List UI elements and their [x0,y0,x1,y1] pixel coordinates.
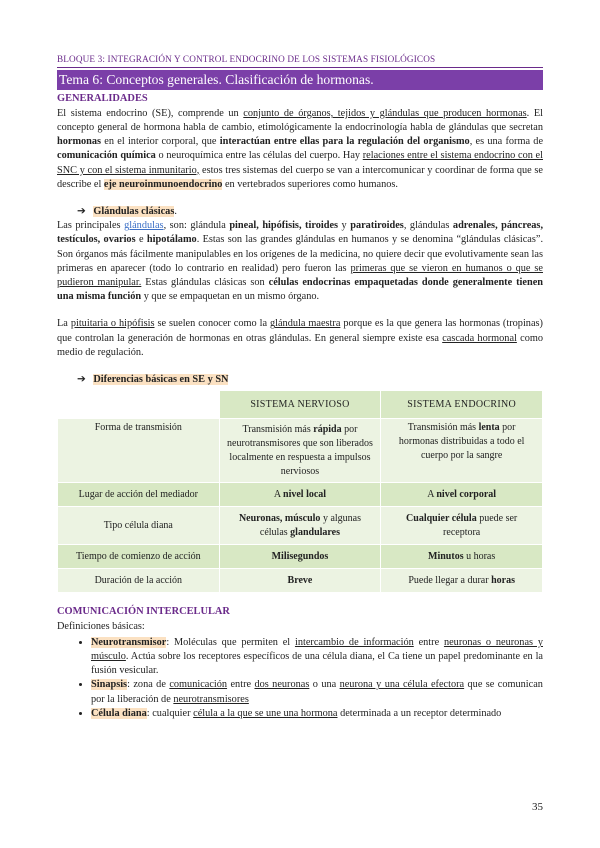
text-run: glandulares [290,526,341,538]
table-cell [381,483,543,507]
list-item [91,678,543,706]
text-run: neuronas o neuronas y músculo [91,636,543,663]
hipofisis-paragraph [57,317,543,360]
term: Célula diana [91,707,147,719]
bullet-label: Diferencias básicas en SE y SN [93,374,229,386]
text-run: Milisegundos [271,550,329,562]
text-run: u horas [463,550,496,562]
text-run: Breve [287,574,313,586]
bloque-header: BLOQUE 3: INTEGRACIÓN Y CONTROL ENDOCRINO DE LOS SISTEMAS FISIOLÓGICOS [57,53,543,68]
text-run: o una [309,679,340,691]
row-label: Lugar de acción del mediador [58,483,220,507]
text-run: primeras que se vieron en humanos o que se pudieron manipular. [57,262,543,289]
text-run: Transmisión más [407,422,479,434]
table-cell [219,483,381,507]
text-run: : Moléculas que permiten el [166,636,295,648]
text-run: adrenales, páncreas, testículos, ovarios [57,220,544,246]
text-run: conjunto de órganos, tejidos y glándulas que producen hormonas [243,107,527,119]
right-arrow-icon: ➔ [77,206,86,218]
list-item [91,707,543,721]
row-label: Duración de la acción [58,569,220,593]
text-run: A [273,488,284,500]
text-run: comunicación química [57,150,156,162]
text-run: , glándulas [403,220,453,232]
text-run: A [427,488,437,500]
text-run: Puede llegar a durar [408,574,492,586]
section-generalidades-title: GENERALIDADES [57,93,148,105]
glandulas-link[interactable]: glándulas [124,220,164,232]
text-run: entre [227,679,255,691]
right-arrow-icon: ➔ [77,374,86,386]
text-run: horas [491,574,515,586]
term: Sinapsis [91,679,128,691]
text-run: . Estas son las grandes glándulas en humanos y se denomina “glándulas clásicas”. Son órganos más fácilmente manipulables en los orígenes de la medicina, no quiere decir que evolutivamente sean las primeras en aparecer (todo lo contrario en realidad) pero fueron las [57,234,544,274]
table-row [58,545,543,569]
list-item [91,636,543,679]
text-run: hipotálamo [146,234,197,246]
glandulas-bullet [57,205,543,219]
row-label: Tiempo de comienzo de acción [58,545,220,569]
table-cell [219,545,381,569]
text-run: nivel local [283,488,327,500]
table-header-row [58,391,543,419]
text-run: neurotransmisores [173,693,249,705]
row-label: Forma de transmisión [58,419,220,483]
comparison-table [57,390,543,593]
text-run: El sistema endocrino (SE), comprende un [57,107,244,119]
text-run: La [57,318,71,330]
table-row [58,419,543,483]
term: Neurotransmisor [91,636,167,648]
text-run: intercambio de información [294,636,414,648]
text-run: por neurotransmisores que son liberados localmente en respuesta a impulsos nerviosos [227,424,373,477]
text-run: determinada a un receptor determinado [337,707,502,719]
table-header-cell: SISTEMA ENDOCRINO [381,391,543,419]
text-run: puede ser receptora [443,512,518,538]
table-cell [381,507,543,545]
text-run: o neuroquímica entre las células del cuerpo. Hay [155,150,363,162]
text-run: nivel corporal [436,488,497,500]
text-run: y algunas células [259,512,361,538]
text-run: en el interior corporal, que [101,136,220,148]
table-cell [219,507,381,545]
text-run: interactúan entre ellas para la regulación del organismo [219,136,470,148]
text-run: paratiroides [350,220,404,232]
text-run: Transmisión más [242,424,314,436]
table-cell [381,419,543,483]
definiciones-intro: Definiciones básicas: [57,620,145,632]
text-run: Cualquier célula [406,512,477,524]
text-run: , son: glándula [163,220,230,232]
text-run: . [174,206,177,218]
text-run: . Actúa sobre los receptores específicos de una célula diana, el Ca tiene un papel predominante en la fusión vesicular. [91,651,543,677]
text-run: Neuronas, músculo [238,512,321,524]
text-run: pituitaria o hipófisis [70,318,155,330]
text-run: . El concepto general de hormona habla de cambio, etimológicamente la endocrinología habla de glándulas que secretan [57,107,543,133]
generalidades-paragraph [57,107,543,192]
text-run: relaciones entre el sistema endocrino con el SNC y con el sistema inmunitario, [57,150,543,176]
text-run: dos neuronas [254,679,310,691]
text-run: como medio de regulación. [57,332,543,358]
text-run: e [135,234,147,246]
text-run: : cualquier [146,707,194,719]
definitions-list [57,636,543,721]
table-header-cell: SISTEMA NERVIOSO [219,391,381,419]
table-cell [381,569,543,593]
text-run: se suelen conocer como la [154,318,270,330]
text-run: rápida [313,424,342,436]
text-run: por hormonas distribuidas a todo el cuerpo por la sangre [398,422,525,461]
text-run: Las principales [57,220,125,232]
tema-title: Tema 6: Conceptos generales. Clasificación de hormonas. [57,70,543,91]
spacer [57,304,543,317]
text-run: Estas glándulas clásicas son [141,277,269,289]
table-cell [381,545,543,569]
section-comunicacion-title: COMUNICACIÓN INTERCELULAR [57,606,230,618]
text-run: hormonas [57,136,102,148]
text-run: entre [413,636,444,648]
text-run: Minutos [428,550,464,562]
text-run: célula a la que se une una hormona [193,707,338,719]
text-run: , es una forma de [469,136,544,148]
table-cell [219,569,381,593]
text-run: glándula maestra [269,318,341,330]
text-run: lenta [478,422,500,434]
text-run: : zona de [127,679,170,691]
row-label: Tipo célula diana [58,507,220,545]
table-row [58,569,543,593]
text-run: en vertebrados superiores como humanos. [222,178,398,190]
text-run: pineal, hipófisis, tiroides [229,220,339,232]
table-row [58,483,543,507]
text-run: eje neuroinmunoendocrino [103,178,223,190]
table-header-cell [58,391,220,419]
table-cell [219,419,381,483]
text-run: porque es la que genera las hormonas (tropinas) que controlan la generación de hormonas en otras glándulas. En general siempre existe esa [57,318,543,344]
text-run: que se comunican por la liberación de [91,679,543,705]
text-run: estos tres sistemas del cuerpo se van a intercomunicar y coordinar de forma que se describe el [57,164,543,190]
text-run: cascada hormonal [442,332,517,344]
text-run: comunicación [169,679,228,691]
text-run: y que se empaquetan en un mismo órgano. [141,291,320,303]
table-row [58,507,543,545]
bullet-label: Glándulas clásicas [93,206,175,218]
diferencias-bullet [57,373,543,387]
text-run: células endocrinas empaquetadas donde generalmente tienen una misma función [57,277,544,303]
text-run: neurona y una célula efectora [339,679,465,691]
page-number: 35 [532,801,543,813]
glandulas-paragraph [57,219,543,304]
text-run: y [338,220,351,232]
document-page [57,53,543,721]
